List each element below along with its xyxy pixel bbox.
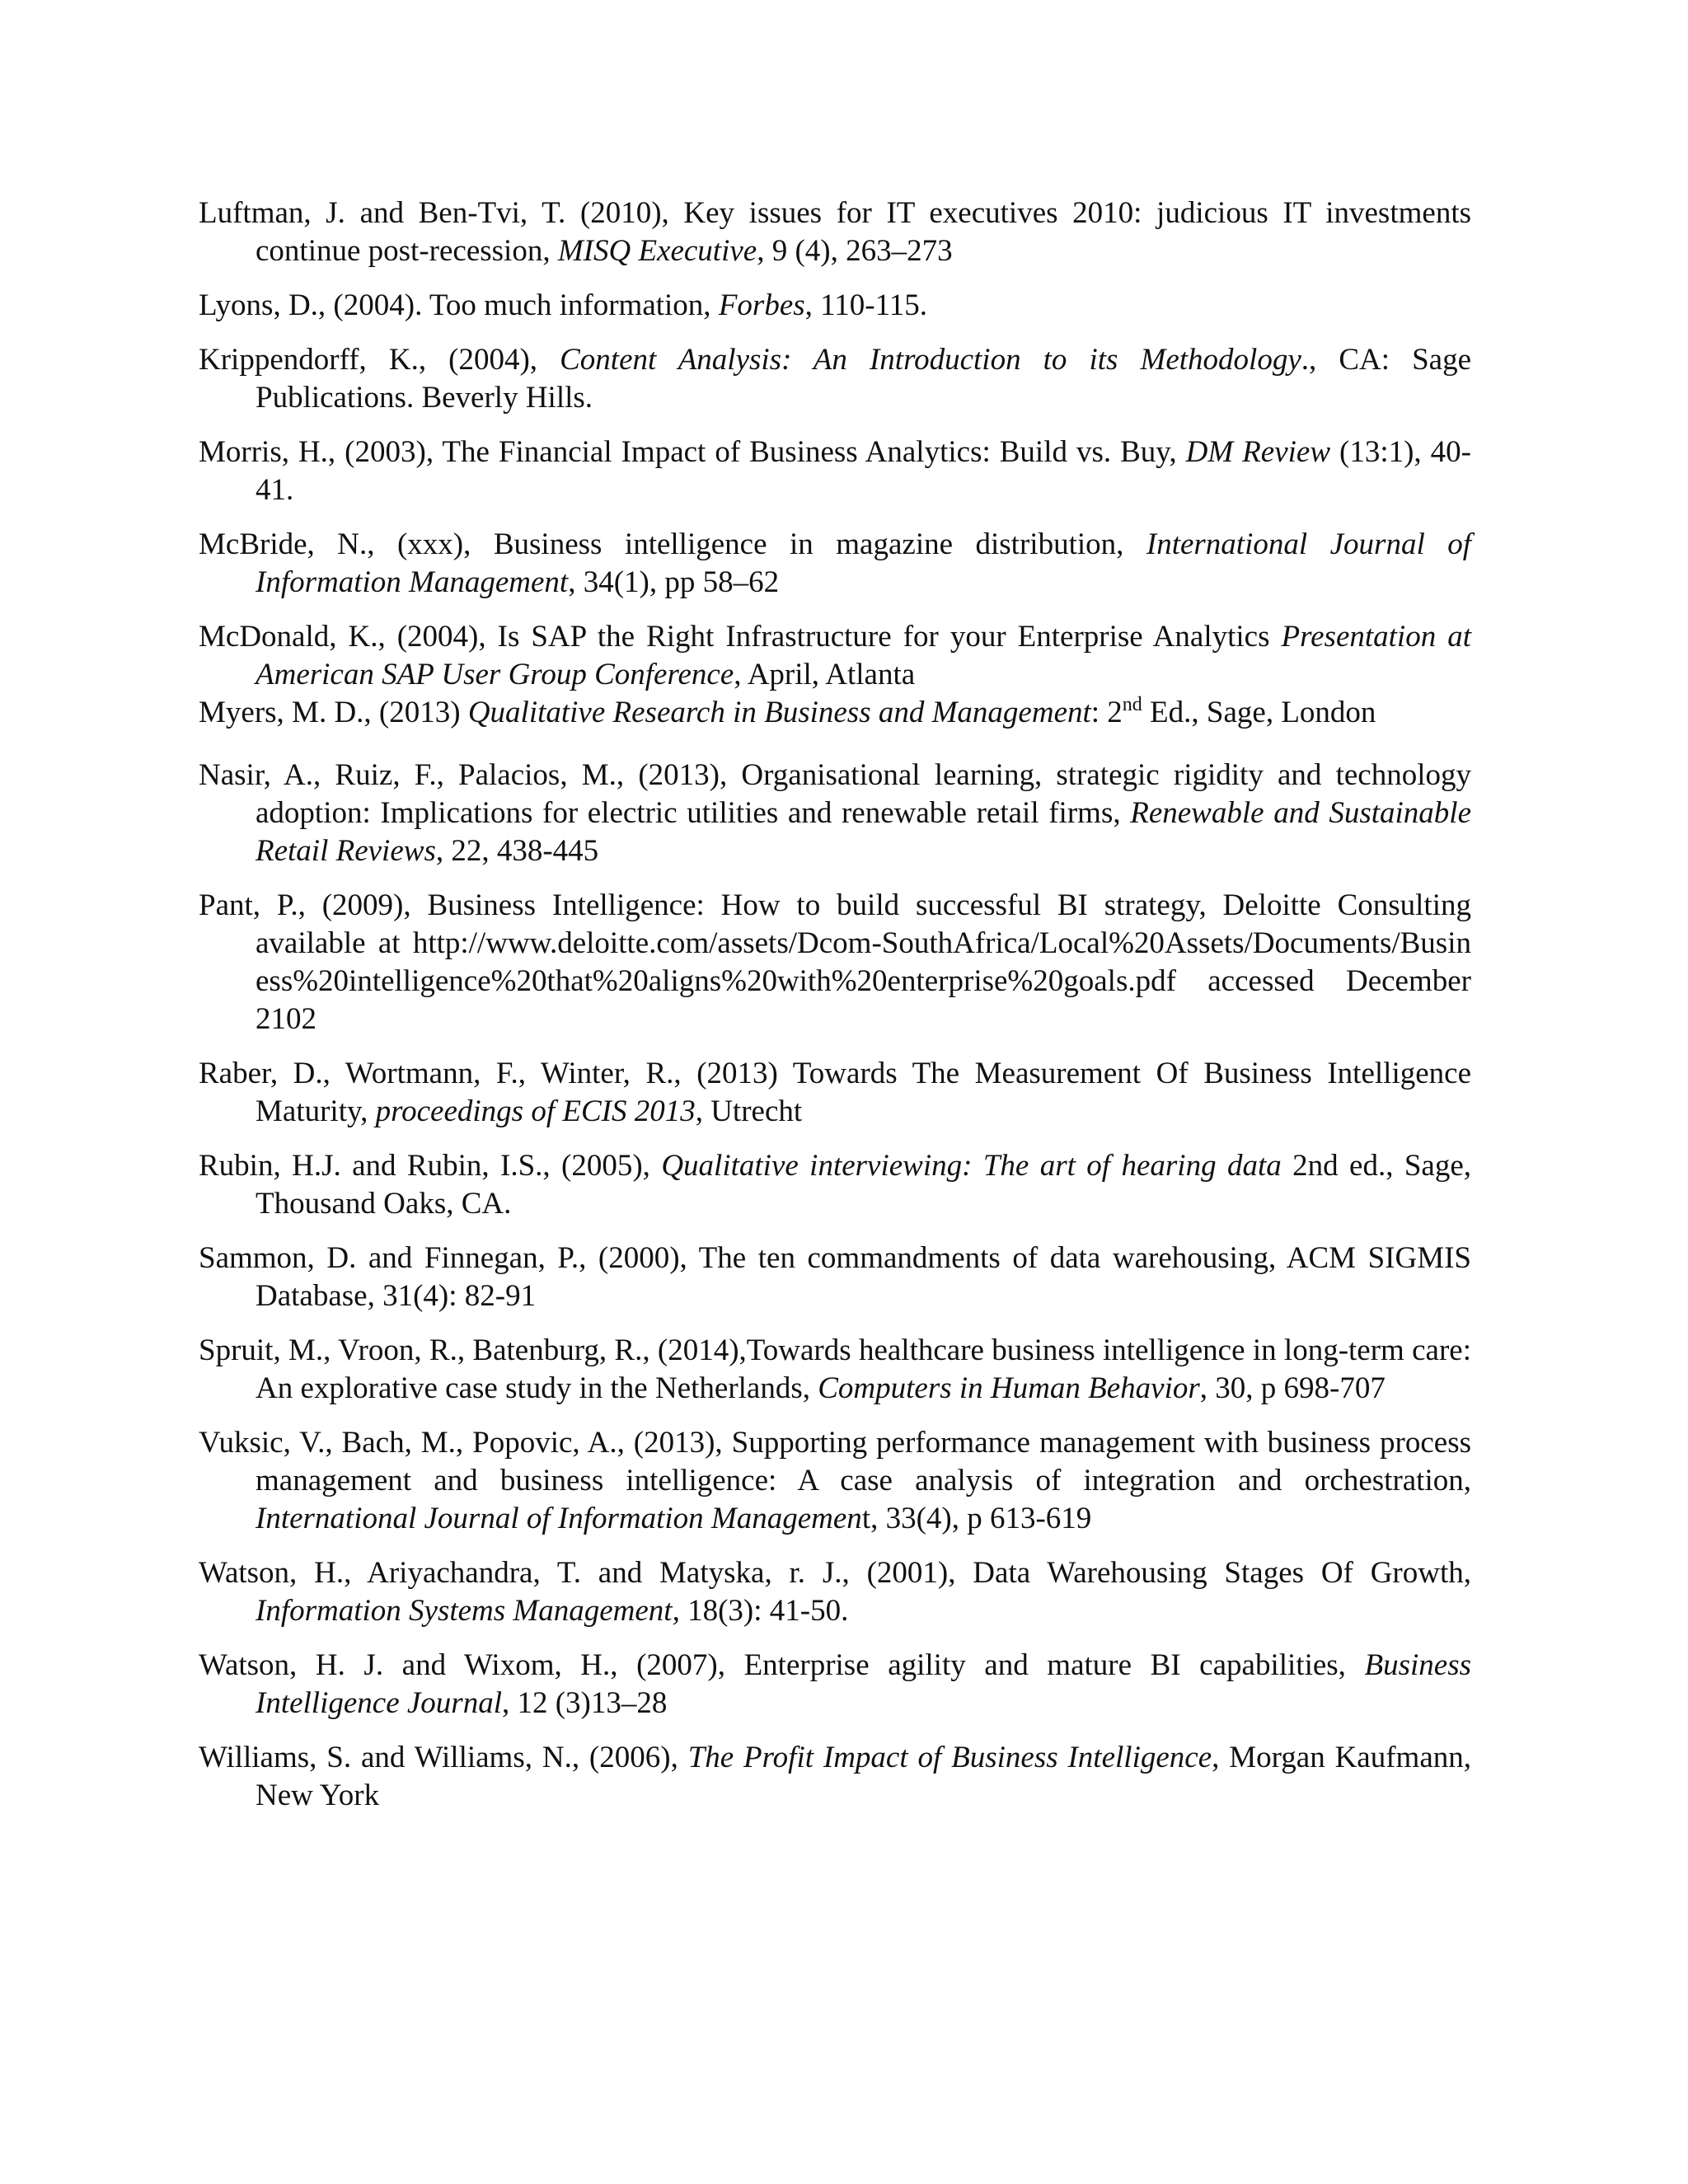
reference-text: Raber, D., Wortmann, F., Winter, R., (2013) Towards The Measurement Of Business Intelligence Maturity, (199, 1057, 1471, 1128)
reference-pant (199, 887, 1471, 1038)
reference-text: McBride, N., (xxx), Business intelligence in magazine distribution, (199, 527, 1146, 561)
reference-text: , 34(1), pp 58–62 (568, 565, 780, 599)
reference-superscript: nd (1122, 694, 1142, 715)
reference-text: , 30, p 698-707 (1199, 1371, 1386, 1405)
reference-title: Computers in Human Behavior (818, 1371, 1200, 1405)
reference-text: Watson, H., Ariyachandra, T. and Matyska, r. J., (2001), Data Warehousing Stages Of Growth, (199, 1556, 1471, 1590)
reference-krippendorff (199, 341, 1471, 417)
reference-rubin (199, 1147, 1471, 1223)
reference-spruit (199, 1332, 1471, 1408)
reference-text: Nasir, A., Ruiz, F., Palacios, M., (2013), Organisational learning, strategic rigidity and technology adoption: Implications for electric utilities and renewable retail firms, (199, 758, 1471, 830)
reference-title: Content Analysis: An Introduction to its Methodology (560, 343, 1301, 377)
reference-list (199, 194, 1471, 1831)
reference-sammon (199, 1240, 1471, 1315)
reference-text: 2nd ed., Sage, Thousand Oaks, CA. (256, 1149, 1472, 1221)
reference-myers (199, 694, 1471, 732)
reference-title: Forbes (718, 288, 805, 322)
reference-title: The Profit Impact of Business Intelligence (687, 1741, 1212, 1774)
reference-text: , April, Atlanta (734, 658, 916, 691)
reference-title: DM Review (1185, 435, 1331, 469)
reference-mcbride (199, 526, 1471, 602)
reference-title: Presentation at American SAP User Group Conference (256, 620, 1471, 691)
reference-watson-2001 (199, 1554, 1471, 1630)
reference-title: proceedings of ECIS 2013 (375, 1094, 696, 1128)
reference-text: Myers, M. D., (2013) (199, 696, 468, 729)
reference-text: t, 33(4), p 613-619 (861, 1502, 1092, 1535)
reference-text: McDonald, K., (2004), Is SAP the Right Infrastructure for your Enterprise Analytics (199, 620, 1282, 654)
reference-mcdonald (199, 618, 1471, 694)
reference-text: , Morgan Kaufmann, New York (256, 1741, 1471, 1812)
reference-text: , 110-115. (804, 288, 927, 322)
reference-text: Pant, P., (2009), Business Intelligence: How to build successful BI strategy, Deloitte Consulting available at (199, 888, 1471, 960)
reference-title: International Journal of Information Managemen (256, 1502, 862, 1535)
reference-williams (199, 1739, 1471, 1815)
reference-lyons (199, 287, 1471, 325)
reference-title: Qualitative Research in Business and Management (467, 696, 1091, 729)
reference-title: Renewable and Sustainable Retail Reviews (256, 796, 1471, 868)
reference-text: 18(3): 41-50. (679, 1594, 849, 1628)
reference-title: MISQ Executive (557, 234, 757, 268)
reference-watson-2007 (199, 1647, 1471, 1722)
reference-morris (199, 434, 1471, 509)
reference-text: ., CA: Sage Publications. Beverly Hills. (256, 343, 1472, 415)
reference-text: Ed., Sage, London (1142, 696, 1376, 729)
reference-text: Watson, H. J. and Wixom, H., (2007), Enterprise agility and mature BI capabilities, (199, 1648, 1365, 1682)
reference-text: Sammon, D. and Finnegan, P., (2000), The ten commandments of data warehousing, ACM SIGMIS Database, 31(4): 82-91 (199, 1241, 1471, 1313)
reference-text: : 2 (1090, 696, 1123, 729)
reference-text: Rubin, H.J. and Rubin, I.S., (2005), (199, 1149, 662, 1183)
reference-text: Lyons, D., (2004). Too much information, (199, 288, 719, 322)
reference-text: (13:1), 40-41. (256, 435, 1471, 507)
reference-raber (199, 1055, 1471, 1131)
reference-text: accessed December 2102 (256, 964, 1471, 1036)
reference-text: , 12 (3)13–28 (501, 1686, 668, 1720)
reference-title: Qualitative interviewing: The art of hearing data (661, 1149, 1282, 1183)
reference-text: Spruit, M., Vroon, R., Batenburg, R., (2014),Towards healthcare business intelligence in long-term care: An explorative case study in the Netherlands, (199, 1333, 1471, 1405)
reference-nasir (199, 757, 1471, 870)
reference-title: Information Systems Management, (256, 1594, 680, 1628)
reference-text: , 22, 438-445 (435, 834, 599, 868)
reference-vuksic (199, 1424, 1471, 1538)
reference-text: Williams, S. and Williams, N., (2006), (199, 1741, 688, 1774)
reference-text: Luftman, J. and Ben-Tvi, T. (2010), Key issues for IT executives 2010: judicious IT investments continue post-recession, (199, 196, 1471, 268)
reference-url: http://www.deloitte.com/assets/Dcom-SouthAfrica/Local%20Assets/Documents/Business%20intelligence%20that%20aligns%20with%20enterprise%20goals.pdf (256, 926, 1471, 998)
reference-luftman (199, 194, 1471, 270)
reference-title: Business Intelligence Journal (256, 1648, 1471, 1720)
reference-text: Krippendorff, K., (2004), (199, 343, 560, 377)
reference-title: International Journal of Information Management (256, 527, 1471, 599)
reference-text: , 9 (4), 263–273 (757, 234, 953, 268)
reference-text: Morris, H., (2003), The Financial Impact of Business Analytics: Build vs. Buy, (199, 435, 1186, 469)
reference-text: Vuksic, V., Bach, M., Popovic, A., (2013), Supporting performance management with business process management and business intelligence: A case analysis of integration and orchestration, (199, 1426, 1471, 1497)
reference-text: , Utrecht (695, 1094, 803, 1128)
